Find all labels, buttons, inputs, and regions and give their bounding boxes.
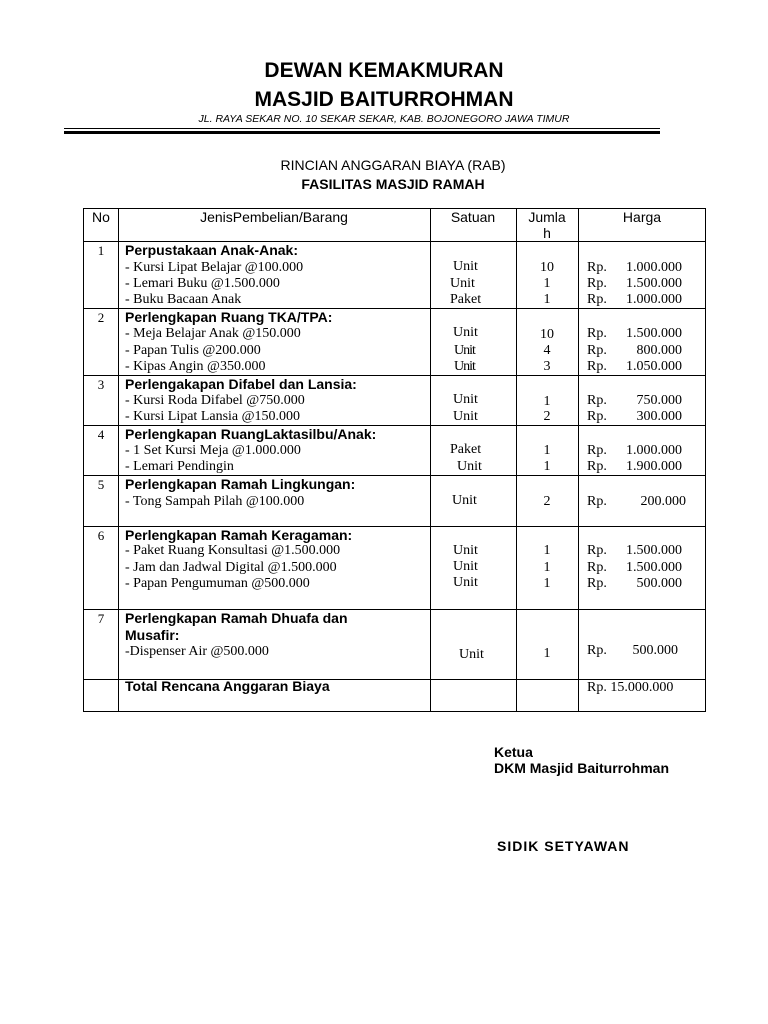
section-title: Perlengkapan Ramah Keragaman:: [125, 527, 353, 543]
header-price: Harga: [622, 209, 662, 225]
section-no: 3: [97, 377, 105, 392]
signer-role: Ketua: [494, 744, 533, 760]
item-qty: 2: [543, 494, 551, 509]
item-currency: Rp.: [587, 459, 607, 474]
item-qty: 1: [543, 459, 551, 474]
item-qty: 1: [543, 646, 551, 661]
org-name-line2: MASJID BAITURROHMAN: [254, 88, 514, 111]
item-name: - Kipas Angin @350.000: [125, 359, 266, 374]
item-qty: 10: [540, 260, 554, 275]
item-currency: Rp.: [587, 409, 607, 424]
item-unit: Unit: [453, 259, 478, 274]
item-unit: Unit: [453, 543, 478, 558]
item-price: 200.000: [640, 494, 686, 509]
item-price: 1.050.000: [626, 359, 682, 374]
org-address: JL. RAYA SEKAR NO. 10 SEKAR SEKAR, KAB. BOJONEGORO JAWA TIMUR: [198, 113, 570, 125]
item-unit: Unit: [457, 459, 482, 474]
section-no: 7: [97, 611, 105, 626]
section-title-wrap: Musafir:: [125, 627, 180, 643]
item-name: -Dispenser Air @500.000: [125, 644, 269, 659]
item-name: - Paket Ruang Konsultasi @1.500.000: [125, 543, 341, 558]
total-amount: Rp. 15.000.000: [587, 680, 674, 695]
item-name: - Kursi Lipat Lansia @150.000: [125, 409, 301, 424]
section-title: Perlengkapan Ramah Dhuafa dan: [125, 610, 348, 626]
item-qty: 10: [540, 327, 554, 342]
item-unit: Unit: [459, 647, 484, 662]
item-price: 1.900.000: [626, 459, 682, 474]
item-price: 1.500.000: [626, 560, 682, 575]
item-name: - Lemari Pendingin: [125, 459, 234, 474]
item-unit: Unit: [453, 559, 478, 574]
letterhead-divider-thin: [64, 128, 660, 129]
item-price: 1.000.000: [626, 443, 682, 458]
item-name: - Kursi Lipat Belajar @100.000: [125, 260, 304, 275]
item-price: 300.000: [636, 409, 682, 424]
item-unit: Unit: [452, 493, 477, 508]
item-name: - Buku Bacaan Anak: [125, 292, 242, 307]
col-divider: [118, 208, 119, 712]
col-divider: [430, 208, 431, 712]
item-currency: Rp.: [587, 576, 607, 591]
item-price: 500.000: [632, 643, 678, 658]
item-price: 1.000.000: [626, 260, 682, 275]
item-currency: Rp.: [587, 643, 607, 658]
item-unit: Unit: [453, 575, 478, 590]
header-unit: Satuan: [450, 209, 496, 225]
section-no: 6: [97, 528, 105, 543]
item-qty: 1: [543, 543, 551, 558]
letterhead-divider-thick: [64, 131, 660, 134]
item-name: - Papan Pengumuman @500.000: [125, 576, 310, 591]
item-unit: Unit: [454, 343, 475, 358]
item-name: - Papan Tulis @200.000: [125, 343, 261, 358]
item-qty: 4: [543, 343, 551, 358]
header-no: No: [92, 209, 110, 225]
doc-title: RINCIAN ANGGARAN BIAYA (RAB): [280, 157, 506, 173]
item-unit: Paket: [450, 442, 482, 457]
section-no: 1: [97, 243, 105, 258]
item-name: - 1 Set Kursi Meja @1.000.000: [125, 443, 301, 458]
item-currency: Rp.: [587, 494, 607, 509]
item-price: 800.000: [636, 343, 682, 358]
item-currency: Rp.: [587, 343, 607, 358]
item-currency: Rp.: [587, 393, 607, 408]
section-title: Perlengkapan RuangLaktasilbu/Anak:: [125, 426, 377, 442]
signer-name: SIDIK SETYAWAN: [497, 838, 630, 854]
section-no: 5: [97, 477, 105, 492]
item-price: 1.500.000: [626, 543, 682, 558]
section-title: Perlengkapan Ramah Lingkungan:: [125, 476, 356, 492]
section-title: Perpustakaan Anak-Anak:: [125, 242, 298, 258]
item-unit: Unit: [454, 359, 475, 374]
item-name: - Meja Belajar Anak @150.000: [125, 326, 301, 341]
col-divider: [578, 208, 579, 712]
org-name-line1: DEWAN KEMAKMURAN: [264, 59, 504, 82]
item-currency: Rp.: [587, 260, 607, 275]
signer-org: DKM Masjid Baiturrohman: [494, 760, 670, 776]
item-price: 1.500.000: [626, 276, 682, 291]
section-no: 2: [97, 310, 105, 325]
item-price: 500.000: [636, 576, 682, 591]
header-qty: Jumla: [528, 209, 566, 225]
item-currency: Rp.: [587, 276, 607, 291]
item-qty: 1: [543, 576, 551, 591]
item-name: - Lemari Buku @1.500.000: [125, 276, 280, 291]
item-price: 750.000: [636, 393, 682, 408]
item-unit: Unit: [453, 409, 478, 424]
item-currency: Rp.: [587, 543, 607, 558]
item-currency: Rp.: [587, 443, 607, 458]
item-name: - Kursi Roda Difabel @750.000: [125, 393, 305, 408]
item-currency: Rp.: [587, 292, 607, 307]
doc-subtitle: FASILITAS MASJID RAMAH: [301, 176, 485, 192]
item-qty: 1: [543, 394, 551, 409]
item-qty: 1: [543, 443, 551, 458]
item-currency: Rp.: [587, 326, 607, 341]
item-unit: Paket: [450, 292, 482, 307]
item-qty: 1: [543, 292, 551, 307]
item-qty: 1: [543, 276, 551, 291]
item-price: 1.500.000: [626, 326, 682, 341]
total-label: Total Rencana Anggaran Biaya: [125, 678, 330, 694]
item-unit: Unit: [453, 325, 478, 340]
item-price: 1.000.000: [626, 292, 682, 307]
item-unit: Unit: [450, 276, 475, 291]
section-title: Perlengakapan Difabel dan Lansia:: [125, 376, 357, 392]
item-qty: 2: [543, 409, 551, 424]
section-title: Perlengkapan Ruang TKA/TPA:: [125, 309, 333, 325]
header-qty-wrap: h: [543, 225, 551, 241]
item-currency: Rp.: [587, 560, 607, 575]
item-currency: Rp.: [587, 359, 607, 374]
item-name: - Tong Sampah Pilah @100.000: [125, 494, 305, 509]
item-qty: 1: [543, 560, 551, 575]
section-no: 4: [97, 427, 105, 442]
item-unit: Unit: [453, 392, 478, 407]
item-qty: 3: [543, 359, 551, 374]
header-item: JenisPembelian/Barang: [200, 209, 348, 225]
item-name: - Jam dan Jadwal Digital @1.500.000: [125, 560, 337, 575]
